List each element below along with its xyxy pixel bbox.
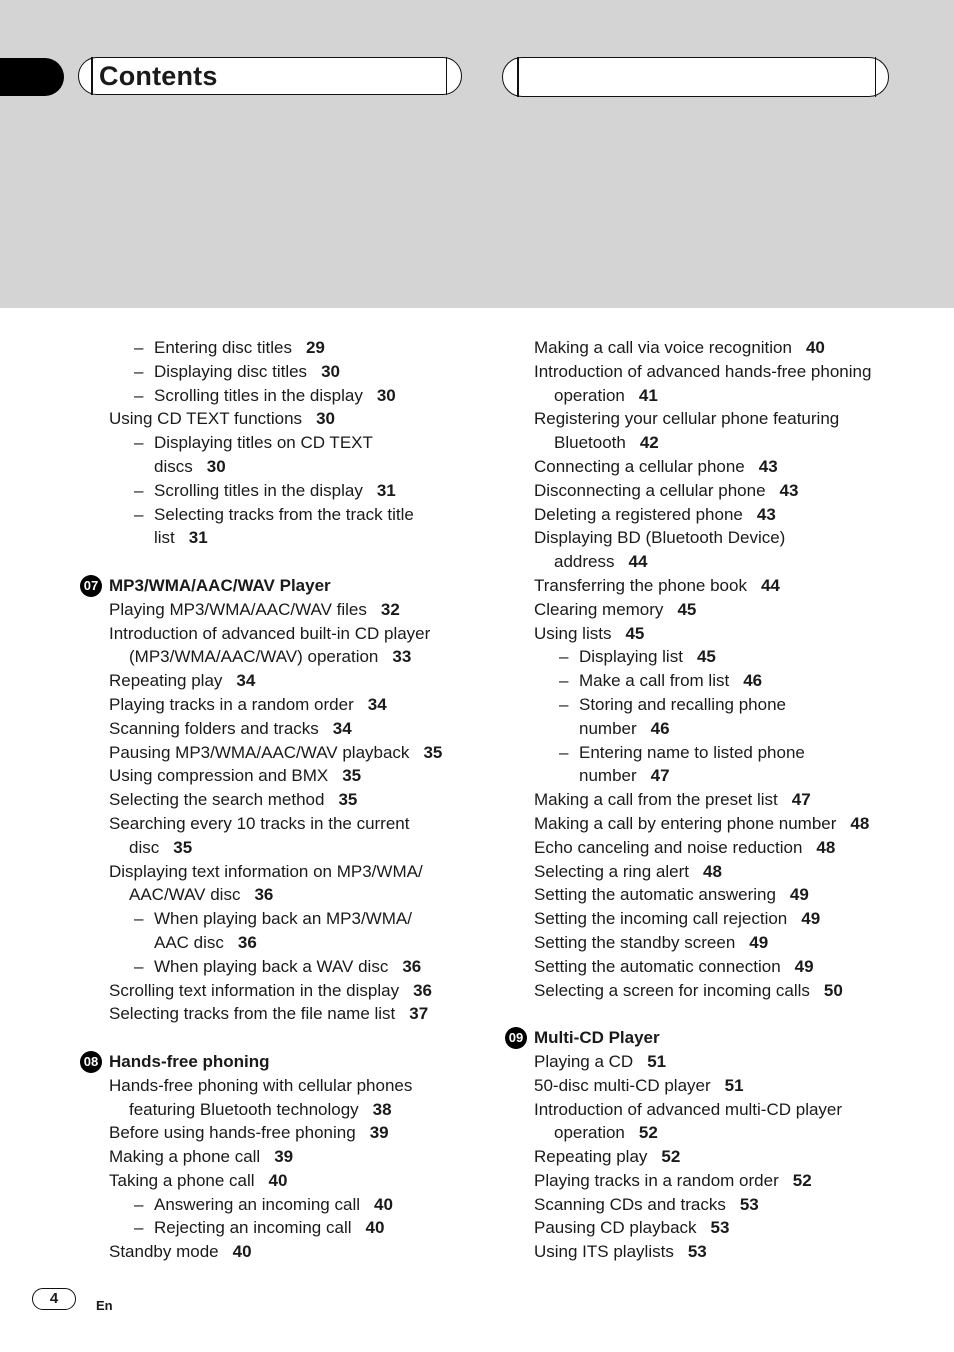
toc-page-number: 42 xyxy=(639,433,659,453)
toc-entry-text: Playing tracks in a random order xyxy=(534,1170,779,1190)
toc-entry-text: Connecting a cellular phone xyxy=(534,456,745,476)
toc-entry[interactable] xyxy=(505,622,945,646)
toc-entry[interactable] xyxy=(80,764,480,788)
section-heading[interactable] xyxy=(505,1026,945,1050)
toc-entry[interactable] xyxy=(80,883,480,907)
toc-entry-text: Taking a phone call xyxy=(109,1170,255,1190)
toc-entry-text: Introduction of advanced hands-free phoning xyxy=(534,361,872,381)
toc-entry-text: Storing and recalling phone xyxy=(579,694,786,714)
toc-entry[interactable] xyxy=(505,574,945,598)
toc-page-number: 40 xyxy=(365,1218,385,1238)
bullet-dash: – xyxy=(134,504,144,524)
toc-entry[interactable] xyxy=(80,907,480,931)
toc-entry[interactable] xyxy=(80,336,480,360)
toc-entry[interactable] xyxy=(505,717,945,741)
toc-page-number: 35 xyxy=(338,790,358,810)
toc-entry-text: disc xyxy=(129,837,160,857)
toc-entry[interactable] xyxy=(80,812,480,836)
toc-page-number: 53 xyxy=(687,1242,707,1262)
toc-entry-text: Transferring the phone book xyxy=(534,575,747,595)
toc-entry[interactable] xyxy=(505,1098,945,1122)
toc-page-number: 49 xyxy=(789,885,809,905)
toc-page-number: 30 xyxy=(321,361,340,381)
toc-entry-text: Deleting a registered phone xyxy=(534,504,743,524)
toc-entry[interactable] xyxy=(80,479,480,503)
section-title: Multi-CD Player xyxy=(534,1028,660,1048)
toc-entry[interactable] xyxy=(80,788,480,812)
toc-page-number: 38 xyxy=(372,1099,392,1119)
toc-entry-text: When playing back a WAV disc xyxy=(154,956,389,976)
toc-entry[interactable] xyxy=(80,526,480,550)
toc-entry[interactable] xyxy=(80,931,480,955)
toc-entry[interactable] xyxy=(80,1145,480,1169)
toc-entry-text: Selecting a ring alert xyxy=(534,861,689,881)
toc-entry[interactable] xyxy=(80,645,480,669)
toc-entry-text: AAC disc xyxy=(154,932,224,952)
toc-entry-text: list xyxy=(154,528,175,548)
section-heading[interactable] xyxy=(80,1050,480,1074)
bullet-dash: – xyxy=(134,956,144,976)
toc-entry[interactable] xyxy=(505,955,945,979)
bullet-dash: – xyxy=(134,433,144,453)
toc-entry-text: Searching every 10 tracks in the current xyxy=(109,813,410,833)
spacer xyxy=(505,1002,945,1026)
toc-entry-text: Making a call from the preset list xyxy=(534,790,778,810)
toc-entry[interactable] xyxy=(80,693,480,717)
bullet-dash: – xyxy=(559,647,569,667)
toc-entry-text: Selecting tracks from the file name list xyxy=(109,1004,396,1024)
toc-entry-text: Standby mode xyxy=(109,1242,219,1262)
toc-entry-text: Using compression and BMX xyxy=(109,766,329,786)
toc-entry-text: Making a call via voice recognition xyxy=(534,338,792,357)
toc-entry-text: Repeating play xyxy=(534,1147,648,1167)
bullet-dash: – xyxy=(134,338,144,357)
toc-column-right xyxy=(505,336,945,1264)
toc-entry[interactable] xyxy=(505,431,945,455)
toc-entry[interactable] xyxy=(505,764,945,788)
toc-entry-text: Introduction of advanced built-in CD player xyxy=(109,623,431,643)
toc-page-number: 49 xyxy=(749,932,769,952)
toc-page-number: 47 xyxy=(791,790,811,810)
toc-entry-text: Before using hands-free phoning xyxy=(109,1123,356,1143)
toc-entry-text: Displaying text information on MP3/WMA/ xyxy=(109,861,423,881)
toc-entry-text: Repeating play xyxy=(109,671,223,691)
toc-entry-text: Echo canceling and noise reduction xyxy=(534,837,803,857)
toc-page-number: 35 xyxy=(423,742,443,762)
toc-entry-text: Scrolling text information in the display xyxy=(109,980,400,1000)
toc-page-number: 45 xyxy=(696,647,716,667)
toc-entry[interactable] xyxy=(80,955,480,979)
toc-page-number: 52 xyxy=(638,1123,658,1143)
toc-entry-text: Scrolling titles in the display xyxy=(154,480,363,500)
section-number-badge: 07 xyxy=(80,575,102,597)
toc-page-number: 47 xyxy=(650,766,670,786)
toc-entry-text: 50-disc multi-CD player xyxy=(534,1075,711,1095)
toc-entry[interactable] xyxy=(80,860,480,884)
toc-entry[interactable] xyxy=(505,1169,945,1193)
bullet-dash: – xyxy=(559,742,569,762)
toc-entry-text: Setting the incoming call rejection xyxy=(534,909,788,929)
toc-entry-text: (MP3/WMA/AAC/WAV) operation xyxy=(129,647,379,667)
toc-entry-text: Bluetooth xyxy=(554,433,626,453)
toc-entry-text: Introduction of advanced multi-CD player xyxy=(534,1099,843,1119)
bullet-dash: – xyxy=(559,671,569,691)
toc-page-number: 33 xyxy=(392,647,412,667)
toc-entry[interactable] xyxy=(505,384,945,408)
toc-entry-text: Make a call from list xyxy=(579,671,730,691)
toc-entry[interactable] xyxy=(80,1193,480,1217)
toc-page-number: 44 xyxy=(760,575,780,595)
spacer xyxy=(80,550,480,574)
toc-entry-text: Pausing MP3/WMA/AAC/WAV playback xyxy=(109,742,410,762)
toc-page-number: 43 xyxy=(779,480,799,500)
toc-entry-text: Using CD TEXT functions xyxy=(109,409,303,429)
toc-entry-text: Entering disc titles xyxy=(154,338,292,357)
toc-entry-text: Playing a CD xyxy=(534,1051,634,1071)
toc-entry[interactable] xyxy=(505,907,945,931)
toc-entry[interactable] xyxy=(80,1240,480,1264)
toc-entry-text: Using lists xyxy=(534,623,612,643)
toc-entry[interactable] xyxy=(505,1240,945,1264)
toc-entry[interactable] xyxy=(505,455,945,479)
toc-entry-text: Rejecting an incoming call xyxy=(154,1218,352,1238)
toc-entry[interactable] xyxy=(505,693,945,717)
toc-entry[interactable] xyxy=(505,1145,945,1169)
toc-entry-text: Scanning folders and tracks xyxy=(109,718,319,738)
toc-page-number: 53 xyxy=(739,1194,759,1214)
toc-entry[interactable] xyxy=(80,669,480,693)
toc-entry[interactable] xyxy=(80,1074,480,1098)
toc-page-number: 46 xyxy=(650,718,670,738)
section-number-badge: 09 xyxy=(505,1027,527,1049)
toc-page-number: 36 xyxy=(237,932,257,952)
page-number: 4 xyxy=(32,1288,76,1310)
toc-page-number: 31 xyxy=(376,480,396,500)
toc-entry[interactable] xyxy=(80,979,480,1003)
bullet-dash: – xyxy=(134,480,144,500)
toc-page-number: 30 xyxy=(316,409,335,429)
toc-entry[interactable] xyxy=(80,598,480,622)
toc-entry-text: Setting the automatic connection xyxy=(534,956,781,976)
bullet-dash: – xyxy=(134,1218,144,1238)
toc-entry-text: Scrolling titles in the display xyxy=(154,385,363,405)
toc-entry-text: number xyxy=(579,766,637,786)
toc-page-number: 49 xyxy=(794,956,814,976)
toc-entry-text: operation xyxy=(554,385,625,405)
toc-entry-text: AAC/WAV disc xyxy=(129,885,241,905)
toc-entry-text: Registering your cellular phone featuring xyxy=(534,409,840,429)
bullet-dash: – xyxy=(134,909,144,929)
toc-page-number: 40 xyxy=(232,1242,252,1262)
toc-entry-text: Hands-free phoning with cellular phones xyxy=(109,1075,413,1095)
bullet-dash: – xyxy=(559,694,569,714)
toc-entry[interactable] xyxy=(505,669,945,693)
toc-page-number: 50 xyxy=(823,980,843,1000)
toc-entry-text: Clearing memory xyxy=(534,599,664,619)
toc-entry[interactable] xyxy=(80,622,480,646)
toc-entry[interactable] xyxy=(505,788,945,812)
toc-entry[interactable] xyxy=(80,503,480,527)
toc-page-number: 35 xyxy=(173,837,193,857)
toc-page-number: 40 xyxy=(374,1194,393,1214)
toc-page-number: 46 xyxy=(743,671,763,691)
title-frame xyxy=(78,57,462,95)
toc-entry[interactable] xyxy=(80,1169,480,1193)
toc-column-left xyxy=(80,336,480,1264)
blank-title-frame xyxy=(502,57,889,97)
toc-page-number: 30 xyxy=(376,385,396,405)
toc-entry-text: number xyxy=(579,718,637,738)
section-title: Hands-free phoning xyxy=(109,1051,270,1071)
toc-entry[interactable] xyxy=(80,360,480,384)
toc-entry[interactable] xyxy=(505,1121,945,1145)
toc-entry-text: Playing MP3/WMA/AAC/WAV files xyxy=(109,599,367,619)
toc-entry[interactable] xyxy=(80,741,480,765)
toc-page-number: 30 xyxy=(206,456,226,476)
toc-entry[interactable] xyxy=(80,431,480,455)
bullet-dash: – xyxy=(134,1194,144,1214)
toc-entry-text: Pausing CD playback xyxy=(534,1218,697,1238)
toc-entry[interactable] xyxy=(80,384,480,408)
section-tab-marker xyxy=(0,58,64,96)
toc-entry-text: Using ITS playlists xyxy=(534,1242,674,1262)
spacer xyxy=(80,1026,480,1050)
toc-page-number: 29 xyxy=(305,338,325,357)
toc-entry-text: Selecting tracks from the track title xyxy=(154,504,414,524)
toc-entry-text: Displaying list xyxy=(579,647,683,667)
toc-entry[interactable] xyxy=(505,1074,945,1098)
toc-page-number: 45 xyxy=(677,599,697,619)
toc-entry[interactable] xyxy=(505,860,945,884)
toc-page-number: 48 xyxy=(816,837,836,857)
toc-page-number: 34 xyxy=(332,718,352,738)
toc-page-number: 43 xyxy=(758,456,778,476)
toc-entry[interactable] xyxy=(505,1050,945,1074)
toc-entry[interactable] xyxy=(80,455,480,479)
toc-page-number: 31 xyxy=(188,528,208,548)
page-title: Contents xyxy=(99,61,218,91)
toc-page-number: 40 xyxy=(805,338,825,357)
toc-entry[interactable] xyxy=(80,836,480,860)
toc-page-number: 43 xyxy=(756,504,776,524)
toc-entry-text: Displaying BD (Bluetooth Device) xyxy=(534,528,786,548)
section-heading[interactable] xyxy=(80,574,480,598)
toc-entry[interactable] xyxy=(505,503,945,527)
toc-entry-text: featuring Bluetooth technology xyxy=(129,1099,359,1119)
language-code: En xyxy=(96,1298,113,1313)
section-title: MP3/WMA/AAC/WAV Player xyxy=(109,575,331,595)
toc-entry-text: Answering an incoming call xyxy=(154,1194,360,1214)
toc-page-number: 48 xyxy=(850,813,870,833)
toc-entry-text: When playing back an MP3/WMA/ xyxy=(154,909,412,929)
toc-entry[interactable] xyxy=(505,1216,945,1240)
toc-entry[interactable] xyxy=(505,407,945,431)
toc-entry[interactable] xyxy=(80,1098,480,1122)
bullet-dash: – xyxy=(134,385,144,405)
toc-page-number: 36 xyxy=(254,885,274,905)
toc-entry[interactable] xyxy=(505,836,945,860)
toc-entry-text: discs xyxy=(154,456,193,476)
section-number-badge: 08 xyxy=(80,1051,102,1073)
toc-page-number: 36 xyxy=(402,956,422,976)
toc-page-number: 52 xyxy=(792,1170,812,1190)
toc-entry[interactable] xyxy=(505,336,945,360)
bullet-dash: – xyxy=(134,361,144,381)
toc-entry[interactable] xyxy=(80,1002,480,1026)
toc-page-number: 34 xyxy=(236,671,256,691)
toc-entry[interactable] xyxy=(505,550,945,574)
toc-page-number: 36 xyxy=(413,980,433,1000)
toc-entry-text: Entering name to listed phone xyxy=(579,742,805,762)
toc-entry[interactable] xyxy=(80,1216,480,1240)
toc-entry[interactable] xyxy=(80,407,480,431)
toc-page-number: 40 xyxy=(268,1170,288,1190)
toc-page-number: 32 xyxy=(380,599,400,619)
toc-entry[interactable] xyxy=(80,1121,480,1145)
toc-entry-text: address xyxy=(554,552,615,572)
toc-entry-text: Scanning CDs and tracks xyxy=(534,1194,726,1214)
toc-page-number: 53 xyxy=(710,1218,730,1238)
toc-entry-text: Displaying disc titles xyxy=(154,361,308,381)
toc-page-number: 44 xyxy=(628,552,648,572)
toc-entry-text: Selecting a screen for incoming calls xyxy=(534,980,810,1000)
toc-entry[interactable] xyxy=(505,1193,945,1217)
toc-entry[interactable] xyxy=(505,360,945,384)
toc-entry-text: Setting the automatic answering xyxy=(534,885,776,905)
toc-page-number: 37 xyxy=(409,1004,429,1024)
toc-entry-text: Disconnecting a cellular phone xyxy=(534,480,766,500)
toc-entry-text: Making a call by entering phone number xyxy=(534,813,837,833)
toc-entry-text: Selecting the search method xyxy=(109,790,325,810)
toc-entry-text: operation xyxy=(554,1123,625,1143)
toc-page-number: 51 xyxy=(647,1051,667,1071)
toc-entry[interactable] xyxy=(505,931,945,955)
toc-entry[interactable] xyxy=(505,645,945,669)
toc-page-number: 48 xyxy=(702,861,722,881)
toc-page-number: 51 xyxy=(724,1075,744,1095)
toc-entry[interactable] xyxy=(505,812,945,836)
toc-entry[interactable] xyxy=(505,598,945,622)
header-band xyxy=(0,0,954,308)
toc-page-number: 34 xyxy=(367,694,387,714)
toc-page-number: 41 xyxy=(638,385,658,405)
toc-page-number: 52 xyxy=(661,1147,681,1167)
toc-page-number: 45 xyxy=(625,623,645,643)
toc-entry-text: Displaying titles on CD TEXT xyxy=(154,433,373,453)
toc-entry[interactable] xyxy=(505,979,945,1003)
toc-entry-text: Making a phone call xyxy=(109,1147,261,1167)
toc-page-number: 35 xyxy=(342,766,362,786)
toc-entry[interactable] xyxy=(505,883,945,907)
toc-entry[interactable] xyxy=(505,526,945,550)
toc-entry[interactable] xyxy=(505,741,945,765)
toc-entry[interactable] xyxy=(505,479,945,503)
toc-page-number: 49 xyxy=(801,909,821,929)
toc-entry-text: Playing tracks in a random order xyxy=(109,694,354,714)
toc-page-number: 39 xyxy=(369,1123,389,1143)
toc-entry[interactable] xyxy=(80,717,480,741)
toc-entry-text: Setting the standby screen xyxy=(534,932,736,952)
toc-page-number: 39 xyxy=(274,1147,294,1167)
